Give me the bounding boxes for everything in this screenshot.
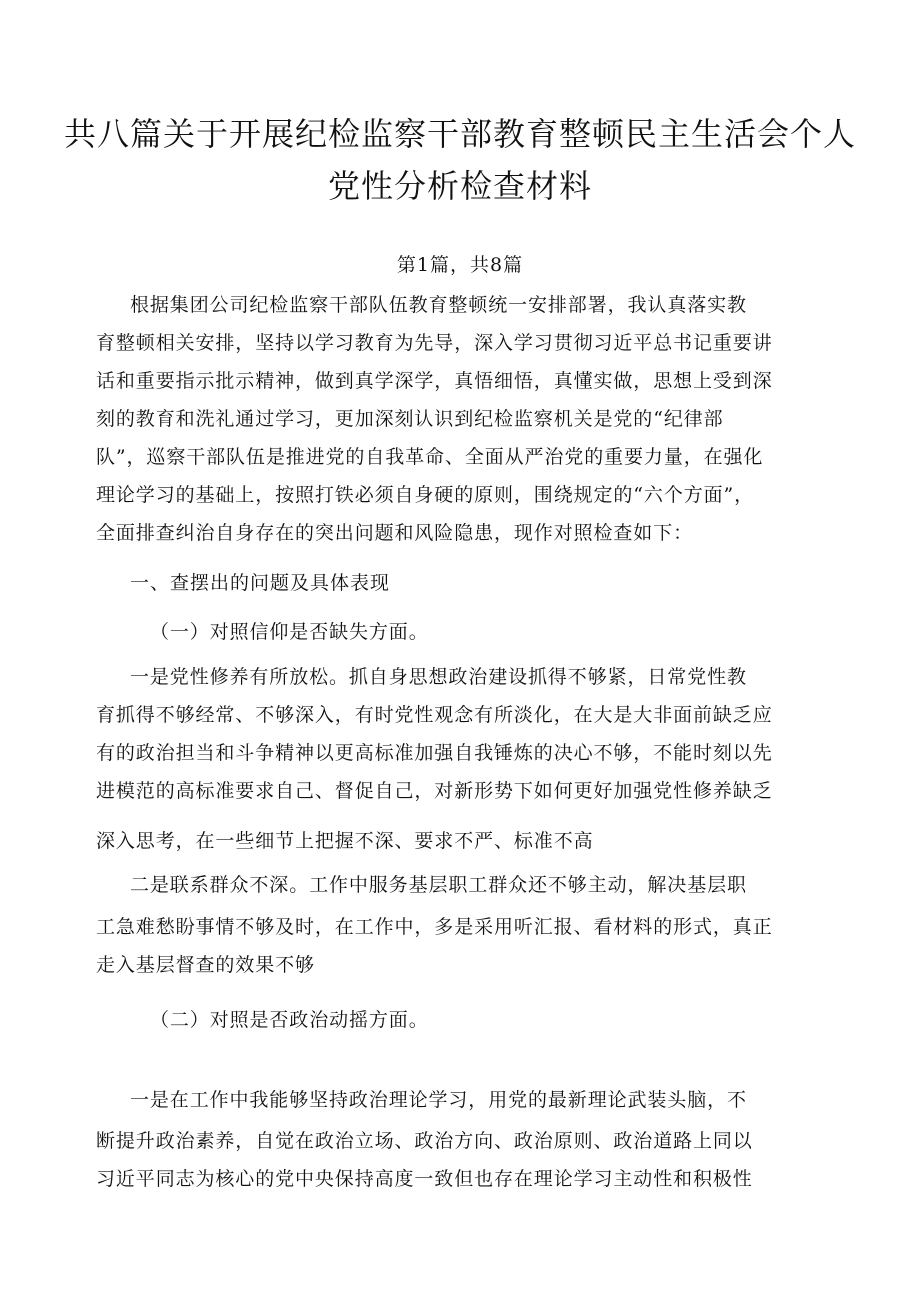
subsection-heading: （二）对照是否政治动摇方面。 [150, 1009, 429, 1031]
paragraph-line: 走入基层督查的效果不够 [96, 954, 315, 976]
paragraph-line: 育抓得不够经常、不够深入，有时党性观念有所淡化，在大是大非面前缺乏应 [96, 704, 773, 726]
intro-line: 根据集团公司纪检监察干部队伍教育整顿统一安排部署，我认真落实教 [130, 294, 747, 316]
paragraph-line: 一是在工作中我能够坚持政治理论学习，用党的最新理论武装头脑，不 [130, 1089, 747, 1111]
intro-line: 理论学习的基础上，按照打铁必须自身硬的原则，围绕规定的“六个方面”， [96, 484, 755, 506]
intro-line: 刻的教育和洗礼通过学习，更加深刻认识到纪检监察机关是党的“纪律部 [96, 408, 724, 430]
document-title [60, 108, 860, 212]
paragraph-line: 一是党性修养有所放松。抓自身思想政治建设抓得不够紧，日常党性教 [130, 666, 747, 688]
intro-line: 队”，巡察干部队伍是推进党的自我革命、全面从严治党的重要力量，在强化 [96, 446, 764, 468]
intro-line: 话和重要指示批示精神，做到真学深学，真悟细悟，真懂实做，思想上受到深 [96, 370, 773, 392]
paragraph-line: 有的政治担当和斗争精神以更高标准加强自我锤炼的决心不够，不能时刻以先 [96, 742, 773, 764]
paragraph-line: 工急难愁盼事情不够及时，在工作中，多是采用听汇报、看材料的形式，真正 [96, 916, 773, 938]
paragraph-line: 二是联系群众不深。工作中服务基层职工群众还不够主动，解决基层职 [130, 874, 747, 896]
part-indicator: 第1篇，共8篇 [396, 254, 524, 276]
intro-line: 全面排查纠治自身存在的突出问题和风险隐患，现作对照检查如下： [96, 522, 694, 544]
intro-line: 育整顿相关安排，坚持以学习教育为先导，深入学习贯彻习近平总书记重要讲 [96, 332, 773, 354]
paragraph-line: 习近平同志为核心的党中央保持高度一致但也存在理论学习主动性和积极性 [96, 1168, 753, 1190]
title-line-1: 共八篇关于开展纪检监察干部教育整顿民主生活会个人 [63, 115, 856, 153]
paragraph-line: 进模范的高标准要求自己、督促自己，对新形势下如何更好加强党性修养缺乏 [96, 780, 773, 802]
title-line-2: 党性分析检查材料 [327, 167, 592, 205]
section-heading: 一、查摆出的问题及具体表现 [130, 572, 391, 594]
subsection-heading: （一）对照信仰是否缺失方面。 [150, 621, 429, 643]
paragraph-line: 深入思考，在一些细节上把握不深、要求不严、标准不高 [96, 830, 594, 852]
paragraph-line: 断提升政治素养，自觉在政治立场、政治方向、政治原则、政治道路上同以 [96, 1130, 753, 1152]
